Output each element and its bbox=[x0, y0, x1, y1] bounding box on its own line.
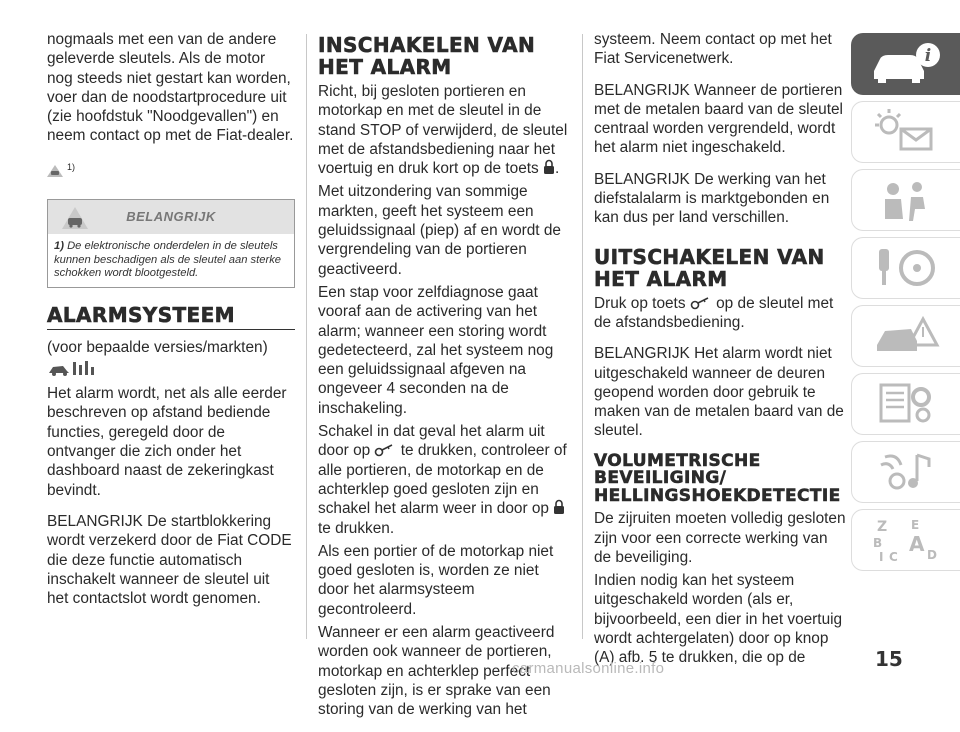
signal-paragraph: Met uitzondering van sommige markten, geeft het systeem een geluidssignaal (piep) af en wordt de vergrendeling van de portieren geactiveerd. bbox=[318, 183, 561, 278]
service-tools-icon bbox=[871, 379, 941, 429]
activate-text-end: . bbox=[555, 160, 560, 178]
important-box bbox=[47, 199, 295, 288]
lock-icon bbox=[543, 159, 555, 175]
tab-accident[interactable] bbox=[851, 305, 960, 367]
key-unlock-icon bbox=[690, 296, 712, 310]
important-box-text: De elektronische onderdelen in de sleutels kunnen beschadigen als de sleutel aan sterke schokken wordt blootgesteld. bbox=[54, 240, 282, 280]
note-reference-number: 1) bbox=[67, 161, 76, 172]
intro-paragraph: nogmaals met een van de andere geleverde sleutels. Als de motor nog steeds niet gestart kan worden, voer dan de noodstartprocedure uit (zie hoofdstuk "Noodgevallen") en neem contact op met de Fiat-dealer. bbox=[47, 31, 294, 145]
column-2 bbox=[318, 30, 570, 732]
svg-text:E: E bbox=[911, 518, 920, 532]
not-closed-paragraph: Als een portier of de motorkap niet goed gesloten is, worden ze niet door het alarmsysteem gecontroleerd. bbox=[318, 542, 554, 618]
activate-paragraph bbox=[318, 82, 570, 178]
deactivate-text-a: Druk op toets bbox=[594, 294, 686, 312]
versions-note: (voor bepaalde versies/markten) bbox=[47, 338, 268, 356]
reactivate-text-b: te drukken, controleer of alle portieren, de motorkap en de achterklep goed gesloten zijn en schakel het alarm weer in door op bbox=[318, 442, 567, 518]
tab-car-info[interactable] bbox=[851, 33, 960, 95]
key-steering-icon bbox=[871, 243, 941, 293]
servicenetwork-paragraph: systeem. Neem contact op met het Fiat Servicenetwerk. bbox=[594, 31, 832, 68]
deactivate-paragraph bbox=[594, 294, 846, 333]
deactivate-text-b: op de sleutel met de afstandsbediening. bbox=[594, 294, 834, 331]
lock-icon bbox=[553, 499, 565, 515]
index-letters-icon bbox=[871, 515, 941, 565]
car-versions-icon bbox=[47, 359, 95, 377]
column-1 bbox=[47, 30, 295, 620]
svg-text:A: A bbox=[909, 532, 925, 556]
tab-index[interactable] bbox=[851, 509, 960, 571]
svg-text:Z: Z bbox=[877, 519, 888, 535]
important-box-header bbox=[48, 200, 294, 234]
key-unlock-icon bbox=[374, 443, 396, 457]
activate-text: Richt, bij gesloten portieren en motorkap en met de sleutel in de stand STOP of verwijderd, de sleutel met de afstandsbediening naar het voertuig en druk kort op de toets bbox=[318, 83, 568, 178]
warning-lights-icon bbox=[871, 107, 941, 157]
malfunction-paragraph: Wanneer er een alarm geactiveerd worden ook wanneer de portieren, motorkap en achterklep perfect gesloten zijn, is er sprake van een storing van de werking van het bbox=[318, 624, 555, 719]
reactivate-text-c: te drukken. bbox=[318, 519, 395, 537]
startblokkering-paragraph: BELANGRIJK De startblokkering wordt verzekerd door de Fiat CODE die deze functie automatisch inschakelt wanneer de sleutel uit het contactslot wordt genomen. bbox=[47, 512, 292, 608]
page-number: 15 bbox=[875, 647, 903, 671]
reactivate-paragraph bbox=[318, 422, 570, 538]
section-heading-uitschakelen: UITSCHAKELEN VAN HET ALARM bbox=[594, 244, 825, 291]
tab-airbag-seat[interactable] bbox=[851, 169, 960, 231]
watermark: carmanualsonline.info bbox=[512, 660, 665, 677]
tab-service-tools[interactable] bbox=[851, 373, 960, 435]
airbag-seat-icon bbox=[871, 175, 941, 225]
note-reference bbox=[47, 158, 295, 177]
section-heading-volumetrische: VOLUMETRISCHE BEVEILIGING/ HELLINGSHOEKDETECTIE bbox=[594, 450, 841, 506]
svg-text:i: i bbox=[924, 46, 932, 66]
tab-multimedia[interactable] bbox=[851, 441, 960, 503]
warning-car-icon bbox=[62, 207, 88, 229]
market-paragraph: BELANGRIJK De werking van het diefstalalarm is marktgebonden en kan dus per land verschillen. bbox=[594, 170, 830, 227]
reactivate-text-a: Schakel in dat geval het alarm uit door op bbox=[318, 423, 545, 460]
column-divider bbox=[582, 34, 583, 639]
warning-car-icon bbox=[47, 165, 63, 177]
door-open-paragraph: BELANGRIJK Het alarm wordt niet uitgeschakeld wanneer de deuren geopend worden door gebruik te maken van de metalen baard van de sleutel. bbox=[594, 345, 844, 440]
important-box-body bbox=[48, 234, 294, 287]
chapter-index-sidebar bbox=[851, 33, 960, 577]
column-divider bbox=[306, 34, 307, 639]
car-info-icon bbox=[866, 41, 946, 87]
multimedia-icon bbox=[871, 447, 941, 497]
tab-warning-lights[interactable] bbox=[851, 101, 960, 163]
important-box-number: 1) bbox=[54, 240, 64, 253]
version-icons bbox=[47, 359, 295, 382]
svg-text:C: C bbox=[889, 550, 898, 564]
important-box-title: BELANGRIJK bbox=[126, 209, 216, 225]
diagnosis-paragraph: Een stap voor zelfdiagnose gaat vooraf aan de activering van het alarm; wanneer een storing wordt gedetecteerd, zal het systeem nog een geluidssignaal afgeven na ongeveer 4 seconden na de inschakeling. bbox=[318, 283, 554, 417]
disable-system-paragraph: Indien nodig kan het systeem uitgeschakeld worden (als er, bijvoorbeeld, een dier in het voertuig wordt achtergelaten) door op knop (A) afb. 5 te drukken, die op de bbox=[594, 572, 843, 667]
side-windows-paragraph: De zijruiten moeten volledig gesloten zijn voor een correcte werking van de beveiliging. bbox=[594, 510, 846, 566]
section-heading-inschakelen: INSCHAKELEN VAN HET ALARM bbox=[318, 33, 536, 79]
section-heading-alarmsysteem: ALARMSYSTEEM bbox=[47, 304, 295, 330]
svg-text:D: D bbox=[927, 548, 937, 562]
tab-key-steering[interactable] bbox=[851, 237, 960, 299]
column-3 bbox=[594, 30, 846, 680]
svg-text:I: I bbox=[879, 550, 884, 564]
accident-icon bbox=[871, 311, 941, 361]
svg-text:B: B bbox=[873, 536, 883, 550]
alarm-paragraph: Het alarm wordt, net als alle eerder beschreven op afstand bediende functies, geregeld door de ontvanger die zich onder het dashboard naast de zekeringkast bevindt. bbox=[47, 385, 287, 499]
metal-key-paragraph: BELANGRIJK Wanneer de portieren met de metalen baard van de sleutel centraal worden vergrendeld, wordt het alarm niet ingeschakeld. bbox=[594, 81, 843, 157]
